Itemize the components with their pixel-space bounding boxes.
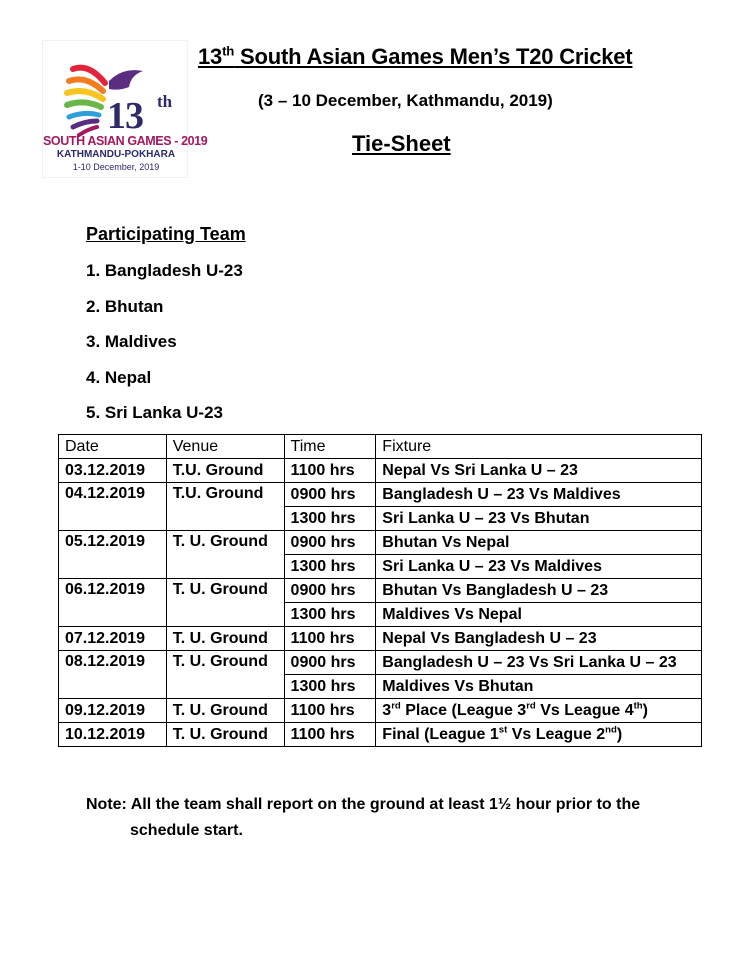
fixture-text: ) [642,701,648,719]
fixture-text: ) [616,725,623,743]
table-row [59,627,702,651]
time-cell: 0900 hrs [284,651,376,675]
date-cell: 05.12.2019 [59,531,167,579]
table-row [59,699,702,723]
venue-cell: T.U. Ground [166,459,284,483]
sheet-title: Tie-Sheet [352,131,451,156]
team-item: 4. Nepal [86,368,152,387]
header-venue: Venue [166,435,284,459]
table-row [59,531,702,555]
wing-stroke [67,102,101,107]
logo-games-name: SOUTH ASIAN GAMES - 2019 [43,134,208,148]
logo-host-cities: KATHMANDU-POKHARA [56,149,176,160]
fixture-text: Final (League 1 [382,725,499,743]
date-cell: 09.12.2019 [59,699,167,723]
fixtures-table [58,434,702,747]
venue-cell: T. U. Ground [166,627,284,651]
dove-head [109,70,143,90]
time-cell: 1300 hrs [284,603,376,627]
date-cell: 07.12.2019 [59,627,167,651]
fixture-cell: Bhutan Vs Bangladesh U – 23 [376,579,702,603]
header-fixture: Fixture [376,435,702,459]
fixture-cell: Bangladesh U – 23 Vs Sri Lanka U – 23 [376,651,702,675]
page-subtitle: (3 – 10 December, Kathmandu, 2019) [258,91,553,110]
ordinal-suffix: st [498,724,508,736]
venue-cell: T. U. Ground [166,699,284,723]
ordinal-suffix: nd [605,724,617,736]
title-number: 13 [198,44,223,69]
venue-cell: T.U. Ground [166,483,284,531]
fixture-text: Place (League 3 [400,701,527,719]
fixture-cell: Sri Lanka U – 23 Vs Maldives [376,555,702,579]
time-cell: 1100 hrs [284,627,376,651]
fixture-cell: Bangladesh U – 23 Vs Maldives [376,483,702,507]
fixture-cell: Maldives Vs Bhutan [376,675,702,699]
wing-stroke [67,91,103,99]
date-cell: 06.12.2019 [59,579,167,627]
time-cell: 0900 hrs [284,483,376,507]
fixture-text: Vs League 2 [507,725,606,743]
time-cell: 1100 hrs [284,723,376,747]
team-item: 3. Maldives [86,332,177,351]
time-cell: 1100 hrs [284,459,376,483]
ordinal-suffix: th [633,700,643,712]
page-title [198,40,718,74]
venue-cell: T. U. Ground [166,651,284,699]
team-item: 1. Bangladesh U-23 [86,261,243,280]
note-line-1: Note: All the team shall report on the ground at least 1½ hour prior to the [86,796,641,813]
date-cell: 03.12.2019 [59,459,167,483]
fixture-cell [376,723,702,747]
table-row [59,483,702,507]
time-cell: 0900 hrs [284,531,376,555]
time-cell: 0900 hrs [284,579,376,603]
time-cell: 1300 hrs [284,507,376,531]
team-item: 5. Sri Lanka U-23 [86,403,224,422]
ordinal-suffix: rd [526,700,536,712]
date-cell: 10.12.2019 [59,723,167,747]
logo-dates: 1-10 December, 2019 [72,162,160,172]
fixture-cell: Nepal Vs Bangladesh U – 23 [376,627,702,651]
fixture-text: 3 [382,701,392,719]
fixture-cell: Bhutan Vs Nepal [376,531,702,555]
note-line-2: schedule start. [130,822,243,839]
venue-cell: T. U. Ground [166,531,284,579]
fixture-cell: Maldives Vs Nepal [376,603,702,627]
note [86,792,726,844]
table-row [59,651,702,675]
table-row [59,579,702,603]
header-time: Time [284,435,376,459]
participants-heading: Participating Team [86,224,246,244]
date-cell: 04.12.2019 [59,483,167,531]
table-row [59,723,702,747]
venue-cell: T. U. Ground [166,723,284,747]
fixture-cell [376,699,702,723]
date-cell: 08.12.2019 [59,651,167,699]
wing-stroke [69,113,99,117]
title-number-suffix: th [222,43,235,59]
title-text: South Asian Games Men’s T20 Cricket [234,44,633,69]
team-item: 2. Bhutan [86,297,164,316]
ordinal-suffix: rd [391,700,401,712]
header-date: Date [59,435,167,459]
table-row [59,459,702,483]
logo-number: 13 [107,95,143,137]
time-cell: 1300 hrs [284,555,376,579]
fixture-cell: Nepal Vs Sri Lanka U – 23 [376,459,702,483]
table-header-row [59,435,702,459]
time-cell: 1300 hrs [284,675,376,699]
time-cell: 1100 hrs [284,699,376,723]
games-logo [42,40,208,178]
venue-cell: T. U. Ground [166,579,284,627]
logo-number-suffix: th [157,92,173,111]
fixture-cell: Sri Lanka U – 23 Vs Bhutan [376,507,702,531]
fixture-text: Vs League 4 [535,701,634,719]
